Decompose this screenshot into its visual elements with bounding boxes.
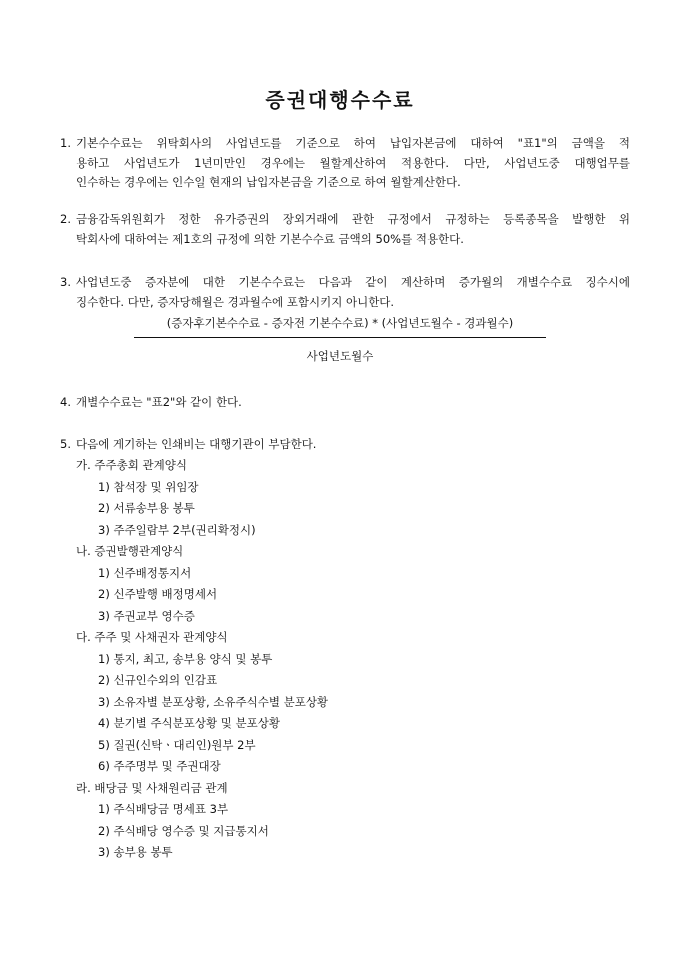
clause-5 — [60, 434, 328, 864]
list-item: 1) 통지, 최고, 송부용 양식 및 봉투 — [98, 651, 273, 666]
clause-3 — [60, 273, 630, 312]
clause-line: 징수한다. 다만, 증자당해월은 경과월수에 포함시키지 아니한다. — [76, 294, 395, 309]
subsection-shareholder-bondholder — [76, 627, 328, 778]
clause-number: 3. — [60, 275, 71, 289]
clause-2 — [60, 210, 630, 249]
subsection-title: 가. 주주총회 관계양식 — [76, 458, 187, 472]
clause-line: 인수하는 경우에는 인수일 현재의 납입자본금을 기준으로 하여 월할계산한다. — [76, 175, 461, 189]
clause-number: 4. — [60, 395, 71, 409]
clause-number: 5. — [60, 437, 71, 451]
subsection-dividend — [76, 778, 328, 864]
fee-formula — [134, 314, 546, 364]
clause-line: 2. 금융감독위원회가 정한 유가증권의 장외거래에 관한 규정에서 규정하는 등록종목을 발행한 위 — [60, 210, 630, 230]
clause-1 — [60, 134, 630, 193]
clause-line: 3. 사업년도중 증자분에 대한 기본수수료는 다음과 같이 계산하며 증가월의 개별수수료 징수시에 — [60, 273, 630, 293]
list-item: 1) 주식배당금 명세표 3부 — [98, 802, 229, 816]
list-item: 1) 신주배정통지서 — [98, 565, 192, 580]
formula-denominator: 사업년도월수 — [306, 349, 374, 363]
subsection-title: 다. 주주 및 사채권자 관계양식 — [76, 630, 228, 644]
subsection-shareholder-meeting — [76, 455, 328, 541]
list-item: 2) 신규인수외의 인감표 — [98, 673, 218, 687]
clause-line: 용하고 사업년도가 1년미만인 경우에는 월할계산하여 적용한다. 다만, 사업년도중 대행업무를 — [76, 155, 630, 170]
list-item: 3) 송부용 봉투 — [98, 845, 173, 859]
clause-line: 1. 기본수수료는 위탁회사의 사업년도를 기준으로 하여 납입자본금에 대하여 "표1"의 금액을 적 — [60, 134, 630, 154]
subsection-title: 라. 배당금 및 사채원리금 관계 — [76, 780, 228, 795]
list-item: 6) 주주명부 및 주권대장 — [98, 759, 221, 773]
list-item: 2) 신주발행 배정명세서 — [98, 587, 218, 601]
subsection-stock-issuance — [76, 541, 328, 627]
list-item: 3) 소유자별 분포상황, 소유주식수별 분포상황 — [98, 694, 329, 709]
list-item: 3) 주권교부 영수증 — [98, 608, 195, 623]
clause-line: 탁회사에 대하여는 제1호의 규정에 의한 기본수수료 금액의 50%를 적용한다. — [76, 231, 464, 246]
clause-4 — [60, 393, 630, 413]
clause-number: 1. — [60, 136, 71, 150]
subsection-title: 나. 증권발행관계양식 — [76, 544, 184, 558]
list-item: 1) 참석장 및 위임장 — [98, 479, 199, 494]
list-item: 4) 분기별 주식분포상황 및 분포상황 — [98, 716, 280, 730]
clause-line: 5. 다음에 게기하는 인쇄비는 대행기관이 부담한다. — [60, 434, 328, 455]
document-title: 증권대행수수료 — [265, 88, 415, 112]
clause-line: 4. 개별수수료는 "표2"와 같이 한다. — [60, 393, 630, 413]
fraction-bar — [134, 337, 546, 338]
list-item: 2) 주식배당 영수증 및 지급통지서 — [98, 823, 269, 838]
list-item: 2) 서류송부용 봉투 — [98, 501, 195, 515]
formula-numerator: (증자후기본수수료 - 증자전 기본수수료) * (사업년도월수 - 경과월수) — [166, 316, 514, 330]
clause-number: 2. — [60, 212, 71, 226]
list-item: 5) 질권(신탁ㆍ대리인)원부 2부 — [98, 737, 256, 752]
list-item: 3) 주주일람부 2부(권리확정시) — [98, 522, 256, 537]
